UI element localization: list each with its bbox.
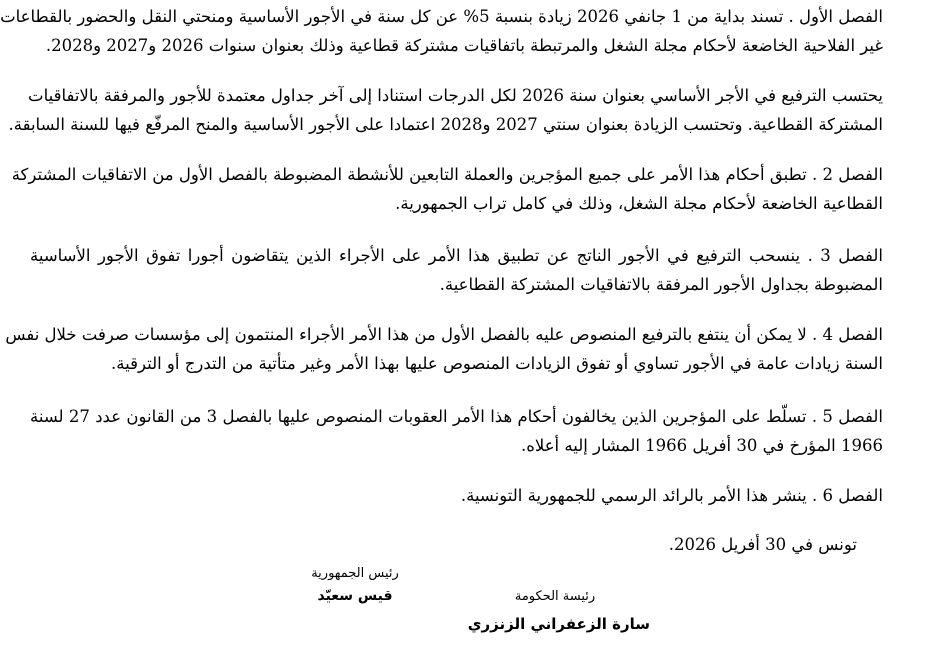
chapter-6-line-1: الفصل 6 . ينشر هذا الأمر بالرائد الرسمي للجمهورية التونسية.	[460, 486, 883, 505]
chapter-5-line-2: 1966 المؤرخ في 30 أفريل 1966 المشار إليه أعلاه.	[520, 436, 883, 455]
president-title: رئيس الجمهورية	[311, 566, 399, 581]
chapter-3-line-1: الفصل 3 . ينسحب الترفيع في الأجور الناتج عن تطبيق هذا الأمر على الأجراء الذين يتقاضون أجورا تفوق الأجور الأساسية	[30, 246, 883, 265]
chapter-1-cont-paragraph	[8, 81, 883, 139]
chapter-5-paragraph	[30, 402, 883, 460]
chapter-3-line-2: المضبوطة بجداول الأجور المرفقة بالاتفاقيات المشتركة القطاعية.	[439, 275, 883, 294]
chapter-3-paragraph	[30, 241, 883, 299]
president-name: قيس سعيّد	[317, 588, 393, 604]
chapter-1-line-1: الفصل الأول . تسند بداية من 1 جانفي 2026 زيادة بنسبة 5% عن كل سنة في الأجور الأساسية ومنحتي النقل والحضور بالقطاعات	[0, 7, 883, 26]
date-line	[30, 530, 883, 559]
chapter-6-paragraph	[30, 481, 883, 510]
chapter-1-cont-line-2: المشتركة القطاعية. وتحتسب الزيادة بعنوان سنتي 2027 و2028 اعتمادا على الأجور الأساسية والمنح المرفّع فيها للسنة السابقة.	[8, 115, 883, 134]
prime-minister-name: سارة الزعفراني الزنزري	[467, 615, 650, 633]
chapter-4-line-2: السنة زيادات عامة في الأجور تساوي أو تفوق الزيادات المنصوص عليها بهذا الأمر وغير متأتية من التدرج أو الترقية.	[111, 354, 883, 373]
date-text: تونس في 30 أفريل 2026.	[668, 535, 857, 554]
chapter-2-line-2: القطاعية الخاضعة لأحكام مجلة الشغل، وذلك في كامل تراب الجمهورية.	[395, 194, 883, 213]
chapter-1-line-2: غير الفلاحية الخاضعة لأحكام مجلة الشغل والمرتبطة باتفاقيات مشتركة قطاعية وذلك بعنوان سنوات 2026 و2027 و2028.	[45, 36, 883, 55]
chapter-2-line-1: الفصل 2 . تطبق أحكام هذا الأمر على جميع المؤجرين والعملة التابعين للأنشطة المضبوطة بالفصل الأول من الاتفاقيات المشتركة	[11, 165, 883, 184]
chapter-1-cont-line-1: يحتسب الترفيع في الأجر الأساسي بعنوان سنة 2026 لكل الدرجات استنادا إلى آخر جداول معتمدة للأجور والمرفقة بالاتفاقيات	[28, 86, 883, 105]
chapter-4-paragraph	[5, 320, 883, 378]
chapter-1-paragraph	[0, 2, 883, 60]
chapter-5-line-1: الفصل 5 . تسلّط على المؤجرين الذين يخالفون أحكام هذا الأمر العقوبات المنصوص عليها بالفصل 3 من القانون عدد 27 لسنة	[30, 407, 883, 426]
chapter-4-line-1: الفصل 4 . لا يمكن أن ينتفع بالترفيع المنصوص عليه بالفصل الأول من هذا الأمر الأجراء المنتمون إلى مؤسسات صرفت خلال نفس	[5, 325, 883, 344]
chapter-2-paragraph	[11, 160, 883, 218]
prime-minister-title: رئيسة الحكومة	[514, 589, 596, 604]
